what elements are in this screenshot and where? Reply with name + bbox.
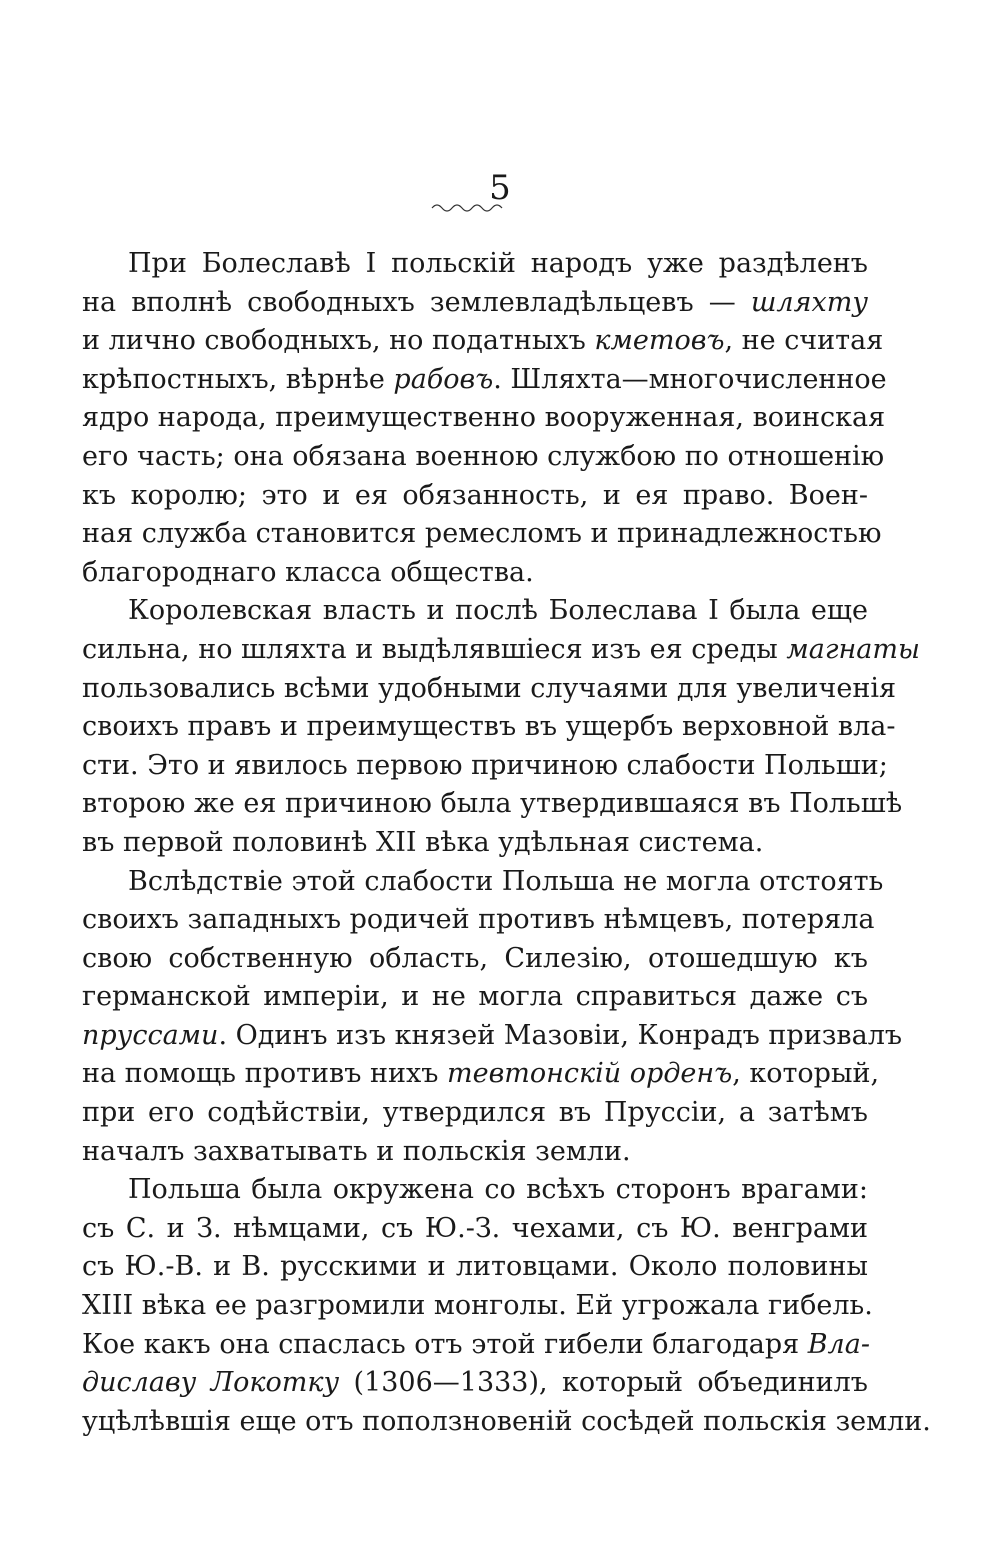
italic-term: диславу Локотку bbox=[82, 1367, 340, 1399]
text-line: крѣпостныхъ, вѣрнѣе рабовъ. Шляхта—многочисленное bbox=[82, 363, 887, 395]
text-line: благороднаго класса общества. bbox=[82, 556, 534, 588]
text-line: и лично свободныхъ, но податныхъ кметовъ, не считая bbox=[82, 325, 884, 357]
text-line: сильна, но шляхта и выдѣлявшіеся изъ ея среды магнаты bbox=[82, 633, 920, 665]
italic-term: Вла- bbox=[807, 1328, 870, 1360]
text-line: Вслѣдствіе этой слабости Польша не могла отстоять bbox=[128, 865, 884, 897]
text-line: Королевская власть и послѣ Болеслава I была еще bbox=[128, 595, 868, 627]
text-line: его часть; она обязана военною службою по отношенію bbox=[82, 440, 885, 472]
italic-term: тевтонскій орденъ bbox=[446, 1058, 733, 1090]
text-line: на помощь противъ нихъ тевтонскій орденъ, который, bbox=[82, 1058, 880, 1090]
page-number: 5 bbox=[489, 168, 511, 208]
text-line: своихъ западныхъ родичей противъ нѣмцевъ, потеряла bbox=[82, 904, 875, 936]
text-line: пруссами. Одинъ изъ князей Мазовіи, Конрадъ призвалъ bbox=[82, 1019, 903, 1051]
text-line: второю же ея причиною была утвердившаяся въ Польшѣ bbox=[82, 788, 903, 820]
text-line: германской имперіи, и не могла справиться даже съ bbox=[82, 981, 868, 1013]
text-line: началъ захватывать и польскія земли. bbox=[82, 1135, 631, 1167]
text-line: уцѣлѣвшія еще отъ поползновеній сосѣдей польскія земли. bbox=[82, 1405, 931, 1437]
italic-term: пруссами bbox=[82, 1019, 219, 1051]
paragraph bbox=[82, 245, 887, 592]
text-line: ядро народа, преимущественно вооруженная, воинская bbox=[82, 402, 886, 434]
text-line: свою собственную область, Силезію, отошедшую къ bbox=[82, 942, 868, 974]
text-line: на вполнѣ свободныхъ землевладѣльцевъ — шляхту bbox=[82, 286, 868, 318]
text-line: къ королю; это и ея обязанность, и ея право. Воен- bbox=[82, 479, 868, 511]
ornament-divider bbox=[430, 200, 510, 212]
text-line: ная служба становится ремесломъ и принадлежностью bbox=[82, 518, 882, 550]
body-text bbox=[82, 245, 931, 1441]
text-line: сти. Это и явилось первою причиною слабости Польши; bbox=[82, 749, 888, 781]
paragraph bbox=[82, 863, 903, 1172]
text-line: XIII вѣка ее разгромили монголы. Ей угрожала гибель. bbox=[82, 1290, 873, 1322]
paragraph bbox=[82, 1171, 931, 1441]
text-line: съ С. и З. нѣмцами, съ Ю.-З. чехами, съ Ю. венграми bbox=[82, 1212, 868, 1244]
text-line: съ Ю.-В. и В. русскими и литовцами. Около половины bbox=[82, 1251, 868, 1283]
italic-term: магнаты bbox=[786, 633, 920, 665]
text-line: Кое какъ она спаслась отъ этой гибели благодаря Вла- bbox=[82, 1328, 870, 1360]
paragraph bbox=[82, 592, 920, 862]
italic-term: шляхту bbox=[750, 286, 868, 318]
text-line: При Болеславѣ I польскій народъ уже раздѣленъ bbox=[128, 248, 868, 279]
italic-term: кметовъ bbox=[594, 325, 725, 357]
text-line: пользовались всѣми удобными случаями для увеличенія bbox=[82, 672, 897, 704]
text-line: Польша была окружена со всѣхъ сторонъ врагами: bbox=[128, 1174, 868, 1206]
text-line: въ первой половинѣ XII вѣка удѣльная система. bbox=[82, 826, 764, 858]
text-line: диславу Локотку (1306—1333), который объединилъ bbox=[82, 1367, 868, 1399]
italic-term: рабовъ bbox=[393, 363, 494, 395]
text-line: при его содѣйствіи, утвердился въ Пруссіи, а затѣмъ bbox=[82, 1097, 868, 1129]
text-line: своихъ правъ и преимуществъ въ ущербъ верховной вла- bbox=[82, 711, 896, 743]
